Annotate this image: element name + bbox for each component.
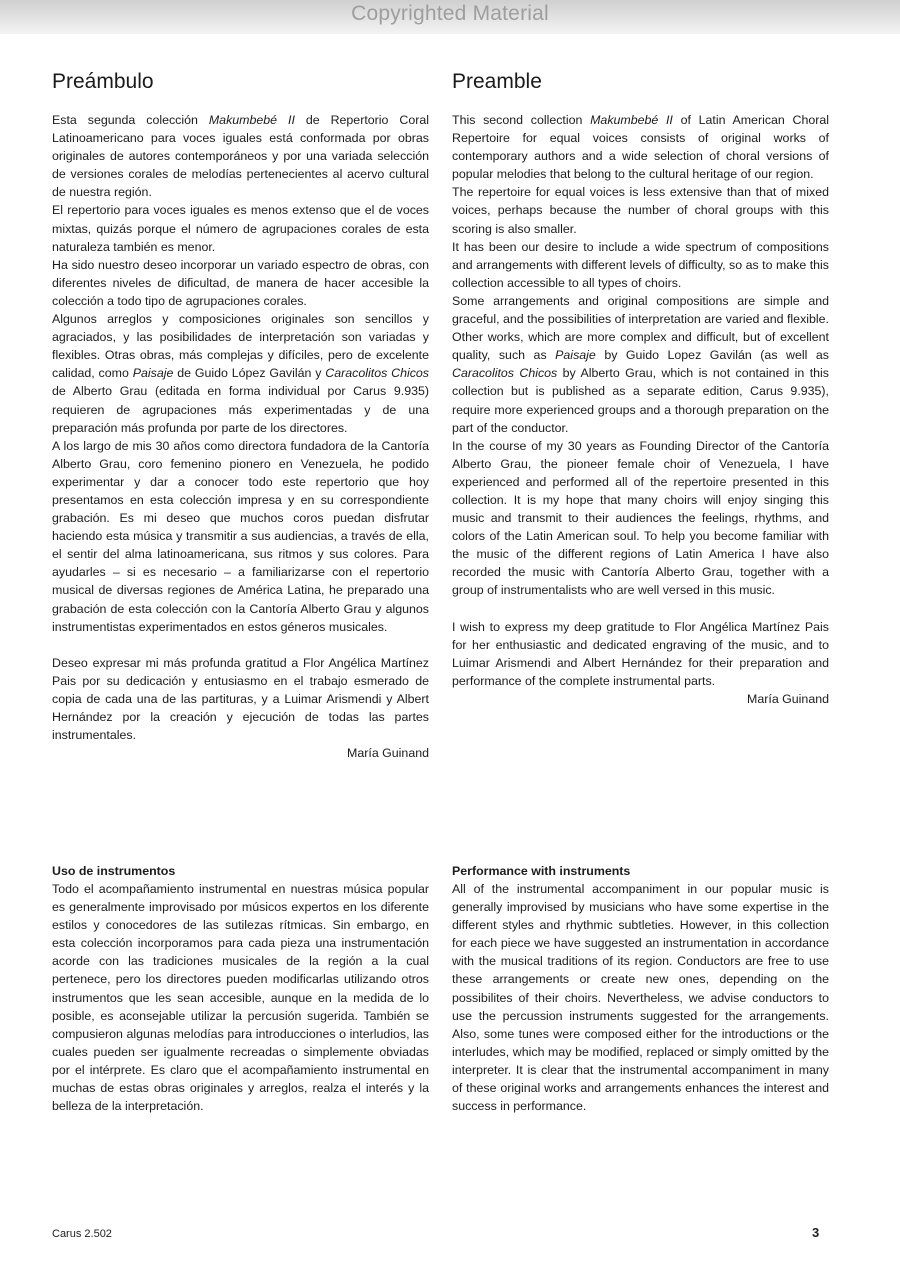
body-paragraph: Algunos arreglos y composiciones originales son sencillos y agraciados, y las posibilidades de interpretación son variadas y flexibles. Otras obras, más complejas y difíciles, pero de excelente calidad, como Paisaje de Guido López Gavilán y Caracolitos Chicos de Alberto Grau (editada en forma individual por Carus 9.935) requieren de agrupaciones más experimentadas y de una preparación más profunda por parte de los directores. — [52, 312, 430, 435]
uso-de-instrumentos-body — [52, 880, 429, 1115]
body-paragraph: Some arrangements and original compositions are simple and graceful, and the possibilities of interpretation are varied and flexible. Other works, which are more complex and difficult, but of excellent quality, such as Paisaje by Guido Lopez Gavilán (as well as Caracolitos Chicos by Alberto Grau, which is not contained in this collection but is published as a separate edition, Carus 9.935), require more experienced groups and a thorough preparation on the part of the conductor. — [452, 293, 829, 435]
body-paragraph: In the course of my 30 years as Founding Director of the Cantoría Alberto Grau, the pioneer female choir of Venezuela, I have experienced and performed all of the repertoire presented in this collection. It is my hope that many choirs will enjoy singing this music and transmit to their audiences the feelings, rhythms, and colors of the Latin American soul. To help you become familiar with the music of the different regions of Latin America I have also recorded the music with Cantoría Alberto Grau, together with a group of instrumentalists who are well versed in this music. — [452, 438, 829, 598]
body-paragraph: The repertoire for equal voices is less extensive than that of mixed voices, perhaps because the number of choral groups with this scoring is also smaller. — [452, 185, 829, 236]
body-paragraph: El repertorio para voces iguales es menos extenso que el de voces mixtas, quizás porque el número de agrupaciones corales de esta naturaleza también es menor. — [52, 203, 429, 254]
italic-title: Caracolitos Chicos — [325, 366, 430, 381]
copyright-watermark: Copyrighted Material — [351, 2, 549, 25]
italic-title: Paisaje — [132, 366, 174, 381]
preambulo-body — [52, 111, 429, 762]
preamble-paragraphs — [452, 111, 829, 600]
body-paragraph: Ha sido nuestro deseo incorporar un variado espectro de obras, con diferentes niveles de dificultad, de manera de hacer accesible la colección a todo tipo de agrupaciones corales. — [52, 257, 429, 308]
preambulo-signature: María Guinand — [347, 746, 429, 761]
uso-de-instrumentos-text: Todo el acompañamiento instrumental en nuestras música popular es generalmente improvisado por músicos expertos en los diferente estilos y conocedores de las sutilezas rítmicas. Sin embargo, en esta colección incorporamos para cada pieza una instrumentación acorde con las tradiciones musicales de la región a la cual pertenece, pero los directores pueden modificarlas utilizando otros instrumentos que les sean accesible, aunque en la medida de lo posible, es aconsejable utilizar la percusión sugerida. También se compusieron algunas melodías para introducciones o interludios, las cuales pueden ser igualmente recreadas o simplemente obviadas por el intérprete. Es claro que el acompañamiento instrumental en muchas de estas obras originales y arreglos, realza el interés y la belleza de la interpretación. — [52, 882, 429, 1114]
preambulo-paragraphs — [52, 111, 429, 636]
publisher-reference: Carus 2.502 — [52, 1228, 112, 1240]
italic-title: Caracolitos Chicos — [452, 366, 558, 381]
body-paragraph: It has been our desire to include a wide spectrum of compositions and arrangements with different levels of difficulty, so as to make this collection accessible to all types of choirs. — [452, 239, 829, 290]
preamble-body — [452, 111, 829, 708]
italic-title: Paisaje — [555, 348, 596, 363]
body-paragraph: This second collection Makumbebé II of Latin American Choral Repertoire for equal voices consists of original works of contemporary authors and a wide selection of choral versions of popular melodies that belong to the cultural heritage of our region. — [452, 113, 829, 182]
subheading-performance-with-instruments: Performance with instruments — [452, 864, 631, 878]
performance-with-instruments-body — [452, 880, 829, 1115]
body-paragraph: Esta segunda colección Makumbebé II de Repertorio Coral Latinoamericano para voces iguales está conformada por obras originales de autores contemporáneos y por una variada selección de versiones corales de melodías pertenecientes al acervo cultural de nuestra región. — [52, 113, 429, 200]
preamble-thanks: I wish to express my deep gratitude to Flor Angélica Martínez Pais for her enthusiastic and dedicated engraving of the music, and to Luimar Arismendi and Albert Hernández for their preparation and performance of the complete instrumental parts. — [452, 619, 829, 688]
heading-preamble: Preamble — [452, 70, 542, 93]
subheading-uso-de-instrumentos: Uso de instrumentos — [52, 864, 176, 878]
copyright-watermark-bar — [0, 0, 900, 34]
italic-title: Makumbebé II — [590, 113, 673, 127]
page-number: 3 — [812, 1225, 820, 1240]
preambulo-thanks: Deseo expresar mi más profunda gratitud a Flor Angélica Martínez Pais por su dedicación y entusiasmo en el trabajo esmerado de copia de cada una de las partituras, y a Luimar Arismendi y Albert Hernández por la creación y ejecución de todas las partes instrumentales. — [52, 655, 429, 743]
body-paragraph: A los largo de mis 30 años como directora fundadora de la Cantoría Alberto Grau, coro femenino pionero en Venezuela, he podido experimentar y dar a conocer todo este repertorio que hoy presentamos en esta colección impresa y en su correspondiente grabación. Es mi deseo que muchos coros puedan disfrutar haciendo esta música y transmitir a sus audiencias, a través de ella, el sentir del alma latinoamericana, sus ritmos y sus colores. Para ayudarles – si es necesario – a familiarizarse con el repertorio musical de diversas regiones de América Latina, he preparado una grabación de esta colección con la Cantoría Alberto Grau y algunos instrumentistas experimentados en estos géneros musicales. — [52, 438, 429, 634]
italic-title: Makumbebé II — [208, 113, 295, 127]
performance-with-instruments-text: All of the instrumental accompaniment in our popular music is generally improvised by musicians who have some expertise in the different styles and rhythmic subtleties. However, in this collection for each piece we have suggested an instrumentation in accordance with the musical traditions of its region. Conductors are free to use these arrangements or create new ones, depending on the possibilites of their choirs. Nevertheless, we advise conductors to use the percussion instruments suggested for the arrangements. Also, some tunes were composed either for the introductions or the interludes, which may be modified, replaced or simply omitted by the interpreter. It is clear that the instrumental accompaniment in many of these original works and arrangements enhances the interest and success in performance. — [452, 882, 829, 1114]
heading-preambulo: Preámbulo — [52, 70, 154, 93]
preamble-signature: María Guinand — [747, 691, 829, 706]
